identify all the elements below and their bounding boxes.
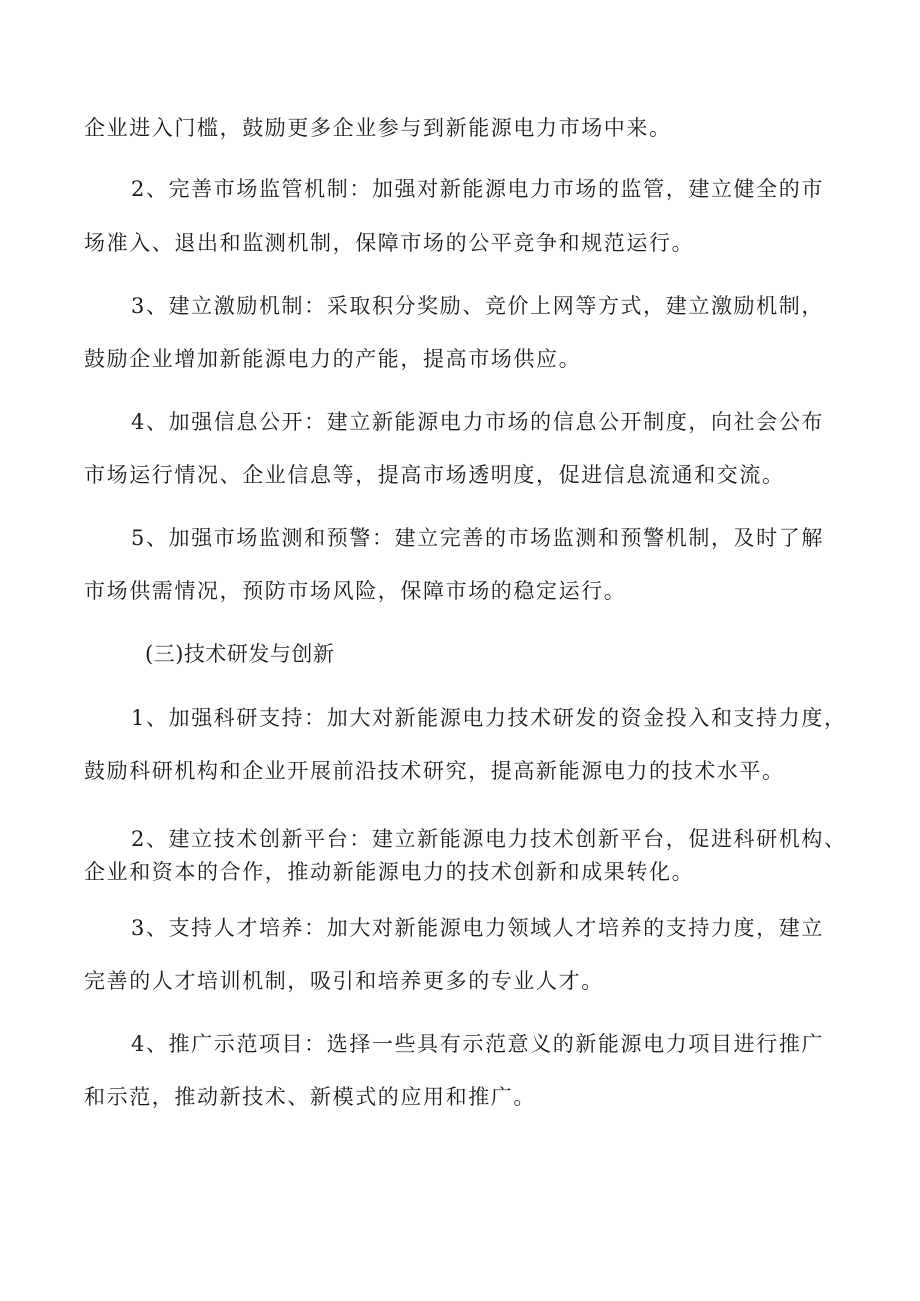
text-line: 4、加强信息公开：建立新能源电力市场的信息公开制度，向社会公布 <box>131 410 824 434</box>
text-line: 鼓励科研机构和企业开展前沿技术研究，提高新能源电力的技术水平。 <box>84 759 785 783</box>
text-line: 市场供需情况，预防市场风险，保障市场的稳定运行。 <box>84 579 627 603</box>
text-line: 1、加强科研支持：加大对新能源电力技术研发的资金投入和支持力度， <box>131 706 847 730</box>
text-line: 5、加强市场监测和预警：建立完善的市场监测和预警机制，及时了解 <box>131 526 824 550</box>
text-line: 企业进入门槛，鼓励更多企业参与到新能源电力市场中来。 <box>84 116 672 140</box>
text-line: 3、建立激励机制：采取积分奖励、竞价上网等方式，建立激励机制， <box>131 294 824 318</box>
text-line: 完善的人才培训机制，吸引和培养更多的专业人才。 <box>84 969 604 993</box>
text-line: 企业和资本的合作，推动新能源电力的技术创新和成果转化。 <box>84 860 695 884</box>
text-line: 场准入、退出和监测机制，保障市场的公平竞争和规范运行。 <box>84 231 695 255</box>
text-line: 2、建立技术创新平台：建立新能源电力技术创新平台，促进科研机构、 <box>131 827 847 851</box>
text-line: 3、支持人才培养：加大对新能源电力领域人才培养的支持力度，建立 <box>131 916 824 940</box>
text-line: 鼓励企业增加新能源电力的产能，提高市场供应。 <box>84 347 582 371</box>
text-line: 2、完善市场监管机制：加强对新能源电力市场的监管，建立健全的市 <box>131 177 824 201</box>
text-line: 市场运行情况、企业信息等，提高市场透明度，促进信息流通和交流。 <box>84 463 785 487</box>
text-line: 4、推广示范项目：选择一些具有示范意义的新能源电力项目进行推广 <box>131 1032 824 1056</box>
section-heading: (三)技术研发与创新 <box>145 642 335 666</box>
text-line: 和示范，推动新技术、新模式的应用和推广。 <box>84 1085 536 1109</box>
